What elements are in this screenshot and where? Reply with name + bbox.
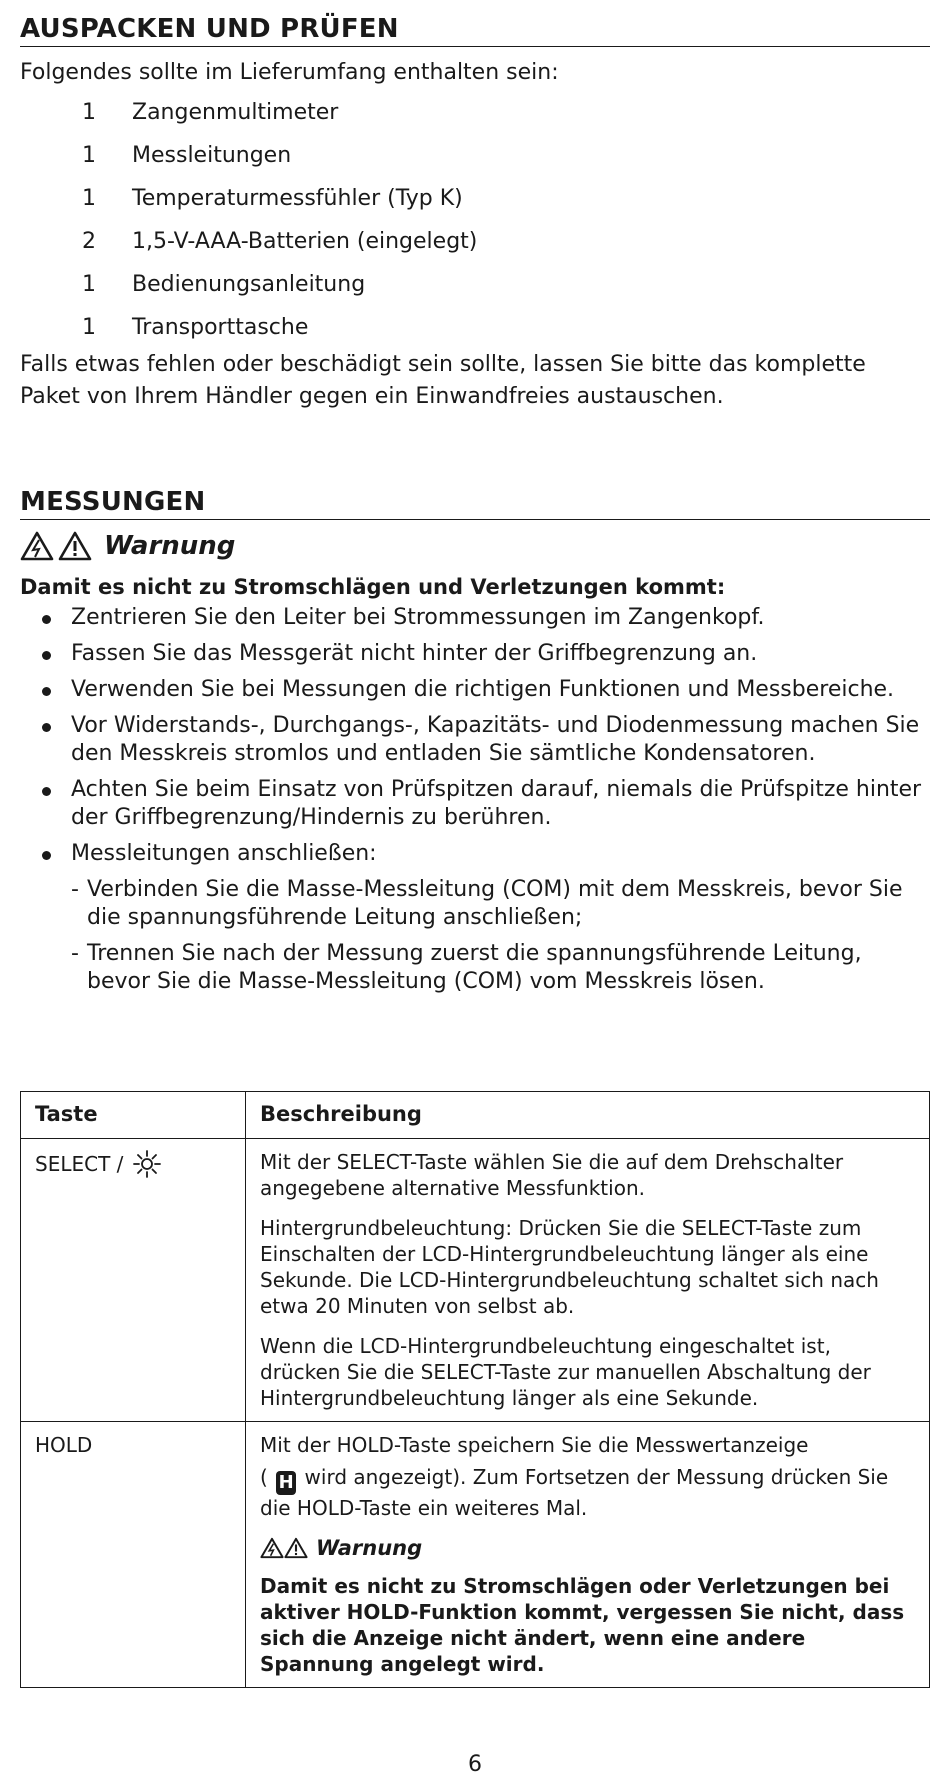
select-key-cell <box>21 1139 246 1422</box>
item-name: 1,5-V-AAA-Batterien (eingelegt) <box>132 229 478 254</box>
bullet-text: Messleitungen anschließen: <box>71 841 377 866</box>
warning-bullet-list <box>20 604 930 868</box>
bullet-text: Vor Widerstands-, Durchgangs-, Kapazitäts- und Diodenmessung machen Sie den Messkreis stromlos und entladen Sie sämtliche Kondensatoren. <box>71 713 920 766</box>
list-item <box>20 676 930 704</box>
table-row <box>21 1139 930 1422</box>
table-row <box>21 1422 930 1688</box>
list-item <box>82 134 930 177</box>
unpack-closing-text: Falls etwas fehlen oder beschädigt sein sollte, lassen Sie bitte das komplette Paket von Ihrem Händler gegen ein Einwandfreies austauschen. <box>20 352 866 409</box>
select-desc-paragraph: Mit der SELECT-Taste wählen Sie die auf dem Drehschalter angegebene alternative Messfunktion. <box>260 1150 844 1200</box>
item-name: Zangenmultimeter <box>132 100 339 125</box>
hold-desc-line: Mit der HOLD-Taste speichern Sie die Messwertanzeige <box>260 1433 809 1457</box>
unpack-heading: AUSPACKEN UND PRÜFEN <box>20 14 930 47</box>
list-item <box>20 604 930 632</box>
caution-warning-icon <box>284 1537 308 1559</box>
hold-desc-text: wird angezeigt). Zum Fortsetzen der Messung drücken Sie die HOLD-Taste ein weiteres Mal. <box>260 1465 889 1520</box>
measure-section <box>20 487 930 1004</box>
bullet-text: Fassen Sie das Messgerät nicht hinter der Griffbegrenzung an. <box>71 641 758 666</box>
item-quantity: 1 <box>82 272 96 297</box>
item-quantity: 1 <box>82 186 96 211</box>
hold-display-icon: H <box>276 1471 296 1495</box>
electric-shock-warning-icon <box>260 1537 284 1559</box>
hold-warning-text: Damit es nicht zu Stromschlägen oder Verletzungen bei aktiver HOLD-Funktion kommt, vergessen Sie nicht, dass sich die Anzeige nicht ändert, wenn eine andere Spannung angelegt wird. <box>260 1574 905 1676</box>
hold-open-paren: ( <box>260 1465 268 1489</box>
bullet-text: Achten Sie beim Einsatz von Prüfspitzen darauf, niemals die Prüfspitze hinter der Griffbegrenzung/Hindernis zu berühren. <box>71 777 922 830</box>
bullet-icon <box>42 615 51 624</box>
key-description-table <box>20 1091 930 1688</box>
unpack-intro: Folgendes sollte im Lieferumfang enthalten sein: <box>20 60 559 85</box>
bullet-icon <box>42 787 51 796</box>
sub-item-text: Trennen Sie nach der Messung zuerst die spannungsführende Leitung, bevor Sie die Masse-Messleitung (COM) vom Messkreis lösen. <box>87 941 862 994</box>
sub-list-item: - Verbinden Sie die Masse-Messleitung (COM) mit dem Messkreis, bevor Sie die spannungsführende Leitung anschließen; <box>71 877 903 930</box>
select-desc-paragraph: Hintergrundbeleuchtung: Drücken Sie die SELECT-Taste zum Einschalten der LCD-Hintergrundbeleuchtung länger als eine Sekunde. Die LCD-Hintergrundbeleuchtung schaltet sich nach etwa 20 Minuten von selbst ab. <box>260 1216 879 1318</box>
item-quantity: 2 <box>82 229 96 254</box>
item-quantity: 1 <box>82 315 96 340</box>
hold-key-cell: HOLD <box>21 1422 246 1688</box>
select-key-label: SELECT / <box>35 1152 124 1176</box>
bullet-text: Zentrieren Sie den Leiter bei Strommessungen im Zangenkopf. <box>71 605 765 630</box>
list-item <box>20 840 930 868</box>
list-item <box>82 263 930 306</box>
list-item <box>82 306 930 349</box>
electric-shock-warning-icon <box>20 531 54 561</box>
sub-item-text: Verbinden Sie die Masse-Messleitung (COM) mit dem Messkreis, bevor Sie die spannungsführende Leitung anschließen; <box>87 877 903 930</box>
list-item <box>82 177 930 220</box>
select-desc-paragraph: Wenn die LCD-Hintergrundbeleuchtung eingeschaltet ist, drücken Sie die SELECT-Taste zur manuellen Abschaltung der Hintergrundbeleuchtung länger als eine Sekunde. <box>260 1334 871 1410</box>
unpack-section <box>20 14 930 413</box>
item-name: Temperaturmessfühler (Typ K) <box>132 186 463 211</box>
list-item <box>20 640 930 668</box>
bullet-icon <box>42 687 51 696</box>
list-item <box>20 776 930 832</box>
item-name: Transporttasche <box>132 315 309 340</box>
warning-subtitle: Damit es nicht zu Stromschlägen und Verletzungen kommt: <box>20 575 726 599</box>
bullet-text: Verwenden Sie bei Messungen die richtigen Funktionen und Messbereiche. <box>71 677 895 702</box>
item-name: Messleitungen <box>132 143 292 168</box>
hold-warning-title: Warnung <box>316 1536 423 1560</box>
warning-title: Warnung <box>104 531 236 561</box>
bullet-icon <box>42 723 51 732</box>
bullet-icon <box>42 851 51 860</box>
measure-heading: MESSUNGEN <box>20 487 930 520</box>
list-item <box>82 91 930 134</box>
warning-header <box>20 526 930 566</box>
page-number: 6 <box>468 1752 482 1777</box>
column-header-description: Beschreibung <box>246 1092 930 1139</box>
table-header-row <box>21 1092 930 1139</box>
hold-desc-paragraph <box>260 1464 915 1521</box>
item-quantity: 1 <box>82 143 96 168</box>
item-quantity: 1 <box>82 100 96 125</box>
column-header-key: Taste <box>21 1092 246 1139</box>
hold-description-cell <box>246 1422 930 1688</box>
package-contents-list <box>82 91 930 349</box>
select-description-cell <box>246 1139 930 1422</box>
list-item <box>20 712 930 768</box>
item-name: Bedienungsanleitung <box>132 272 366 297</box>
hold-warning-header <box>260 1535 915 1561</box>
caution-warning-icon <box>58 531 92 561</box>
list-item <box>82 220 930 263</box>
sub-list-item: - Trennen Sie nach der Messung zuerst die spannungsführende Leitung, bevor Sie die Masse-Messleitung (COM) vom Messkreis lösen. <box>71 941 862 994</box>
backlight-sun-icon <box>132 1149 162 1179</box>
bullet-icon <box>42 651 51 660</box>
